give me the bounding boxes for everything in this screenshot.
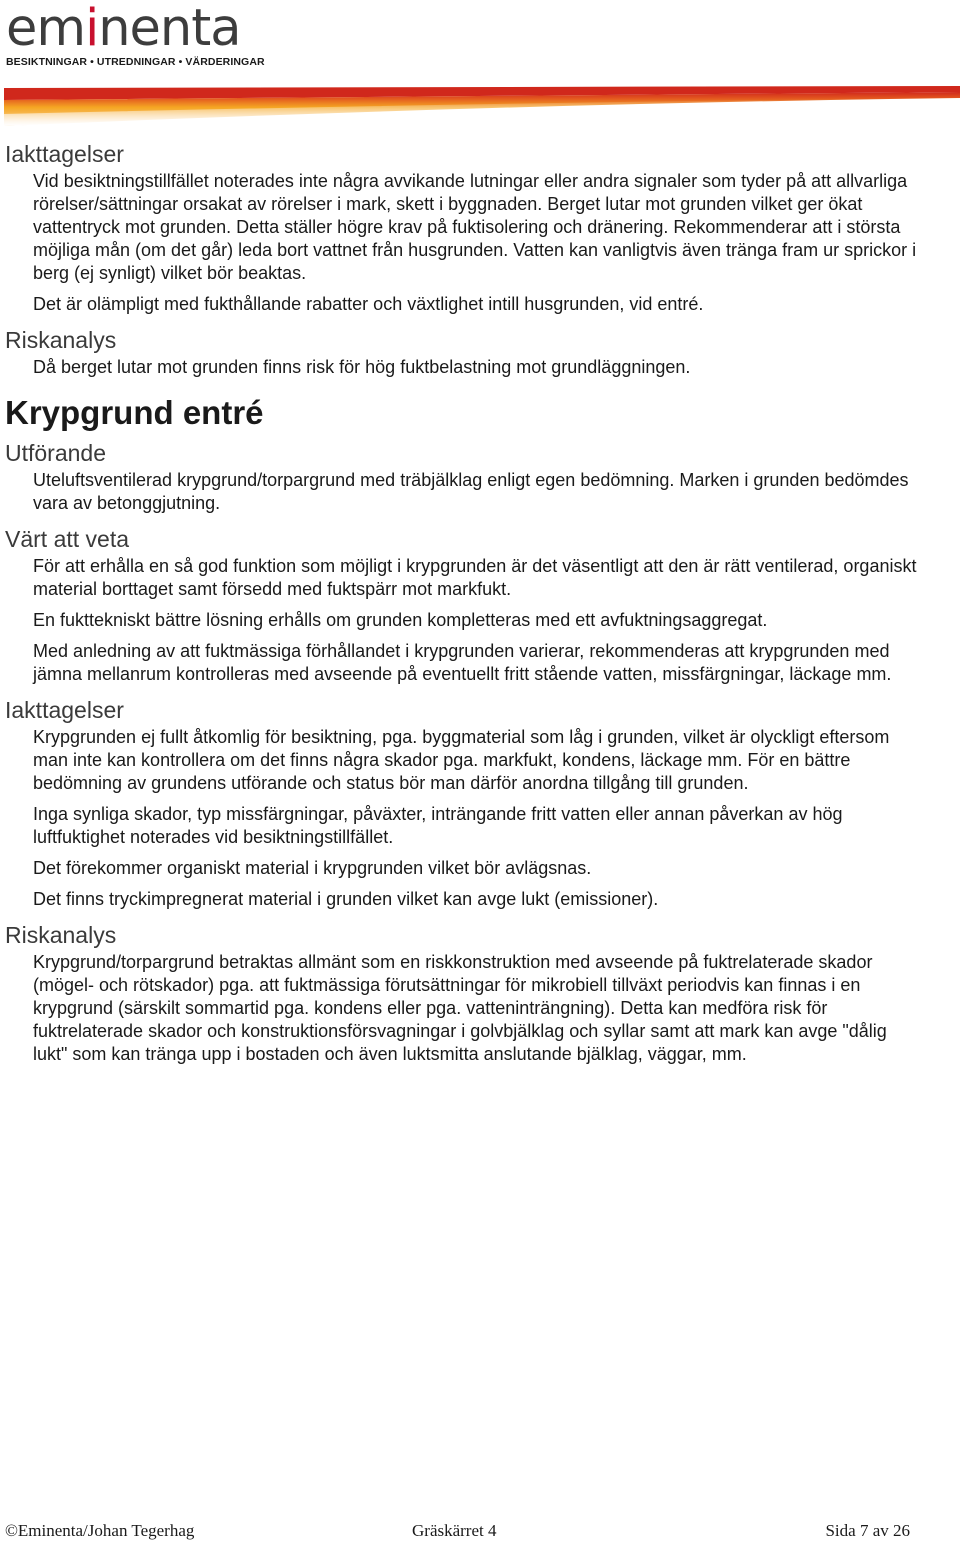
footer-copyright: ©Eminenta/Johan Tegerhag xyxy=(5,1521,195,1540)
logo-text-end: nenta xyxy=(98,0,241,58)
logo-text-start: em xyxy=(6,0,86,58)
body-paragraph: Krypgrunden ej fullt åtkomlig för besiktning, pga. byggmaterial som låg i grunden, vilket är olyckligt eftersom man inte kan kontrollera om det finns några skador pga. markfukt, kondens, läckage mm. För en bättre bedömning av grundens utförande och status bör man därför anordna tillgång till grunden. xyxy=(33,727,890,793)
body-paragraph: Det är olämpligt med fukthållande rabatter och växtlighet intill husgrunden, vid entré. xyxy=(33,294,704,314)
body-paragraph: Inga synliga skador, typ missfärgningar, påväxter, inträngande fritt vatten eller annan påverkan av hög luftfuktighet noterades vid besiktningstillfället. xyxy=(33,804,843,847)
subsection-heading: Riskanalys xyxy=(5,327,117,353)
section-heading: Krypgrund entré xyxy=(5,394,264,431)
subsection-heading: Värt att veta xyxy=(5,526,130,552)
body-paragraph: Krypgrund/torpargrund betraktas allmänt som en riskkonstruktion med avseende på fuktrelaterade skador (mögel- och rötskador) pga. att fuktmässiga förutsättningar för mikrobiell tillväxt periodvis kan finnas i en krypgrund (särskilt sommartid pga. kondens eller pga. vatteninträngning). Detta kan medföra risk för fuktrelaterade skador och konstruktionsförsvagningar i golvbjälklag och syllar samt att mark kan avge "dålig lukt" som kan tränga upp i bostaden och även luktsmitta anslutande bjälklag, väggar, mm. xyxy=(33,952,887,1064)
body-paragraph: För att erhålla en så god funktion som möjligt i krypgrunden är det väsentligt att den är rätt ventilerad, organiskt material borttaget samt försedd med fuktspärr mot markfukt. xyxy=(33,556,917,599)
header-decorative-band xyxy=(4,86,960,126)
page-content xyxy=(5,138,920,1074)
body-paragraph: Vid besiktningstillfället noterades inte några avvikande lutningar eller andra signaler som tyder på att allvarliga rörelser/sättningar orsakat av rörelser i mark, skett i byggnaden. Berget lutar mot grunden vilket ger ökat vattentryck mot grunden. Detta ställer högre krav på fuktisolering och dränering. Rekommenderar att i största möjliga mån (om det går) leda bort vattnet från husgrunden. Vatten kan vanligtvis även tränga fram ur sprickor i berg (ej synligt) vilket bör beaktas. xyxy=(33,171,917,283)
logo-tagline: BESIKTNINGAR • UTREDNINGAR • VÄRDERINGAR xyxy=(6,56,265,68)
logo-text-accent: i xyxy=(85,0,99,58)
footer-page-number: Sida 7 av 26 xyxy=(825,1521,910,1540)
footer-address: Gräskärret 4 xyxy=(412,1521,497,1540)
body-paragraph: Med anledning av att fuktmässiga förhållandet i krypgrunden varierar, rekommenderas att krypgrunden med jämna mellanrum kontrolleras med avseende på eventuellt fritt stående vatten, missfärgningar, läckage mm. xyxy=(33,641,892,684)
body-paragraph: En fukttekniskt bättre lösning erhålls om grunden kompletteras med ett avfuktningsaggregat. xyxy=(33,610,768,630)
logo-wordmark xyxy=(6,0,265,58)
company-logo xyxy=(6,0,265,68)
subsection-heading: Iakttagelser xyxy=(5,141,124,167)
body-paragraph: Det finns tryckimpregnerat material i grunden vilket kan avge lukt (emissioner). xyxy=(33,889,659,909)
subsection-heading: Iakttagelser xyxy=(5,697,124,723)
subsection-heading: Riskanalys xyxy=(5,922,117,948)
page-footer xyxy=(5,1521,910,1545)
body-paragraph: Det förekommer organiskt material i krypgrunden vilket bör avlägsnas. xyxy=(33,858,592,878)
body-paragraph: Då berget lutar mot grunden finns risk för hög fuktbelastning mot grundläggningen. xyxy=(33,357,691,377)
body-paragraph: Uteluftsventilerad krypgrund/torpargrund med träbjälklag enligt egen bedömning. Marken i grunden bedömdes vara av betonggjutning. xyxy=(33,470,909,513)
subsection-heading: Utförande xyxy=(5,440,107,466)
